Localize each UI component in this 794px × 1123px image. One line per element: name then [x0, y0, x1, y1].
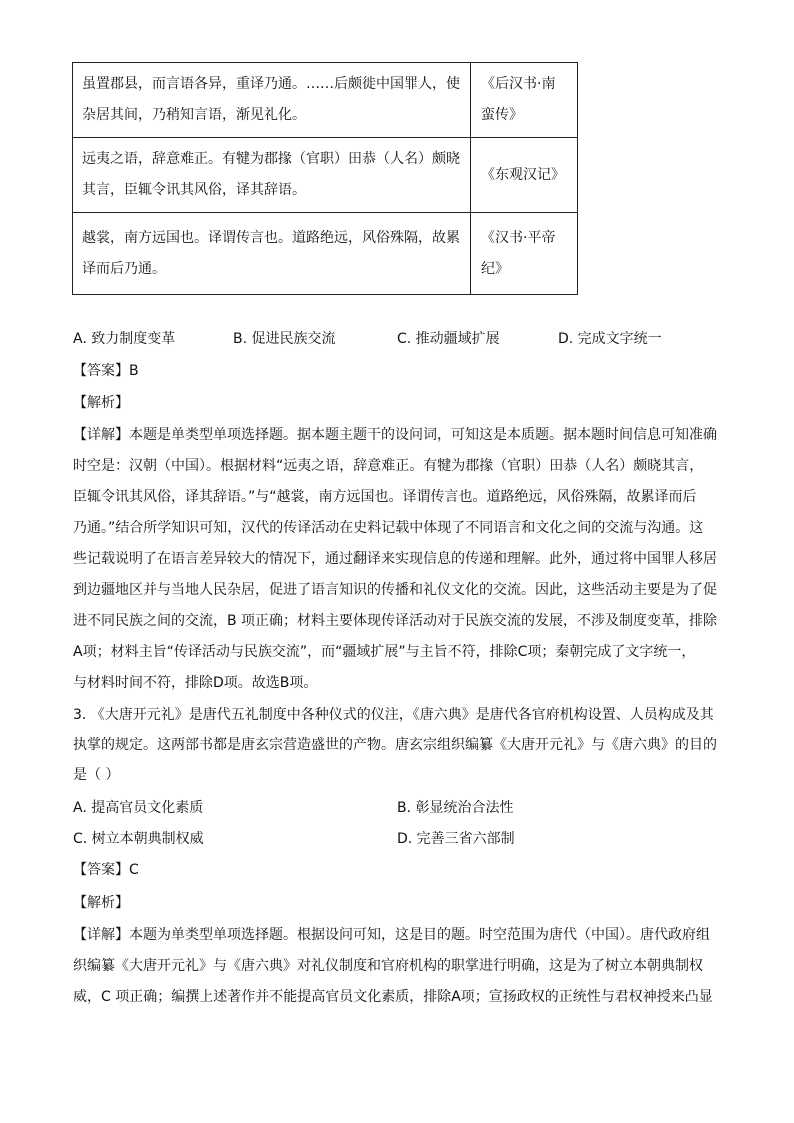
q2-analysis-heading — [73, 392, 721, 414]
option-c: C. 树立本朝典制权威 — [73, 831, 204, 847]
question-stem-line: 3. 《大唐开元礼》是唐代五礼制度中各种仪式的仪注，《唐六典》是唐代各官府机构设置、人员构成及其 — [73, 707, 714, 723]
question-stem-line: 是（ ） — [73, 767, 120, 783]
table-cell-source — [471, 213, 578, 295]
option-d: D. 完善三省六部制 — [397, 831, 515, 847]
analysis-label: 【解析】 — [73, 895, 129, 911]
cell-line: 杂居其间，乃稍知言语，渐见礼化。 — [82, 107, 306, 123]
q2-answer — [73, 360, 721, 382]
cell-line: 其言，臣辄令讯其风俗，译其辞语。 — [82, 182, 306, 198]
table-row — [73, 63, 578, 138]
explanation-line: 臣辄令讯其风俗，译其辞语。”与“越裳，南方远国也。译谓传言也。道路绝远，风俗殊隔，故累译而后 — [73, 489, 697, 505]
answer-label: 【答案】C — [73, 862, 139, 878]
q3-answer — [73, 859, 721, 881]
source-table — [72, 62, 578, 295]
q3-options-row2 — [73, 828, 721, 850]
table-cell-text — [73, 138, 471, 213]
explanation-line: 【详解】本题为单类型单项选择题。根据设问可知，这是目的题。时空范围为唐代（中国）。唐代政府组 — [73, 927, 710, 943]
q3-explanation — [73, 924, 721, 1018]
cell-line: 蛮传》 — [481, 107, 523, 123]
cell-line: 纪》 — [481, 260, 509, 277]
q3-options-row1 — [73, 797, 721, 819]
explanation-line: 与材料时间不符，排除D项。故选B项。 — [73, 675, 318, 691]
explanation-line: 织编纂《大唐开元礼》与《唐六典》对礼仪制度和官府机构的职掌进行明确，这是为了树立本朝典制权 — [73, 958, 703, 974]
table-cell-text — [73, 213, 471, 295]
cell-line: 《汉书·平帝 — [481, 229, 556, 246]
explanation-line: 些记载说明了在语言差异较大的情况下，通过翻译来实现信息的传递和理解。此外，通过将中国罪人移居 — [73, 551, 717, 567]
table-cell-text — [73, 63, 471, 138]
table-cell-source — [471, 138, 578, 213]
explanation-line: 乃通。”结合所学知识可知，汉代的传译活动在史料记载中体现了不同语言和文化之间的交流与沟通。这 — [73, 520, 704, 536]
q2-explanation — [73, 424, 721, 704]
option-c: C. 推动疆域扩展 — [397, 331, 500, 347]
table-cell-source — [471, 63, 578, 138]
explanation-line: 进不同民族之间的交流，B 项正确；材料主要体现传译活动对于民族交流的发展，不涉及制度变革，排除 — [73, 613, 718, 629]
option-a: A. 提高官员文化素质 — [73, 800, 204, 816]
option-b: B. 彰显统治合法性 — [397, 800, 514, 816]
q3-analysis-heading — [73, 892, 721, 914]
q3-stem — [73, 704, 721, 794]
question-stem-line: 执掌的规定。这两部书都是唐玄宗营造盛世的产物。唐玄宗组织编纂《大唐开元礼》与《唐六典》的目的 — [73, 737, 717, 753]
cell-line: 《东观汉记》 — [481, 166, 565, 183]
explanation-line: 威，C 项正确；编撰上述著作并不能提高官员文化素质，排除A项；宣扬政权的正统性与君权神授来凸显 — [73, 989, 713, 1005]
table-row — [73, 138, 578, 213]
q2-options — [73, 328, 733, 350]
option-d: D. 完成文字统一 — [558, 331, 662, 347]
cell-line: 《后汉书·南 — [481, 76, 556, 92]
table-row — [73, 213, 578, 295]
cell-line: 虽置郡县，而言语各异，重译乃通。……后颇徙中国罪人，使 — [82, 76, 460, 92]
cell-line: 译而后乃通。 — [82, 260, 166, 277]
answer-label: 【答案】B — [73, 363, 139, 379]
cell-line: 越裳，南方远国也。译谓传言也。道路绝远，风俗殊隔，故累 — [82, 229, 460, 246]
explanation-line: 到边疆地区并与当地人民杂居，促进了语言知识的传播和礼仪文化的交流。因此，这些活动主要是为了促 — [73, 582, 717, 598]
option-b: B. 促进民族交流 — [233, 331, 336, 347]
explanation-line: 【详解】本题是单类型单项选择题。据本题主题干的设问词，可知这是本质题。据本题时间信息可知准确 — [73, 427, 717, 443]
explanation-line: A项；材料主旨“传译活动与民族交流”，而“疆域扩展”与主旨不符，排除C项；秦朝完成了文字统一， — [73, 644, 696, 660]
analysis-label: 【解析】 — [73, 395, 129, 411]
cell-line: 远夷之语，辞意难正。有犍为郡掾（官职）田恭（人名）颇晓 — [82, 151, 460, 167]
option-a: A. 致力制度变革 — [73, 331, 176, 347]
explanation-line: 时空是：汉朝（中国）。根据材料“远夷之语，辞意难正。有犍为郡掾（官职）田恭（人名）颇晓其言， — [73, 458, 704, 474]
